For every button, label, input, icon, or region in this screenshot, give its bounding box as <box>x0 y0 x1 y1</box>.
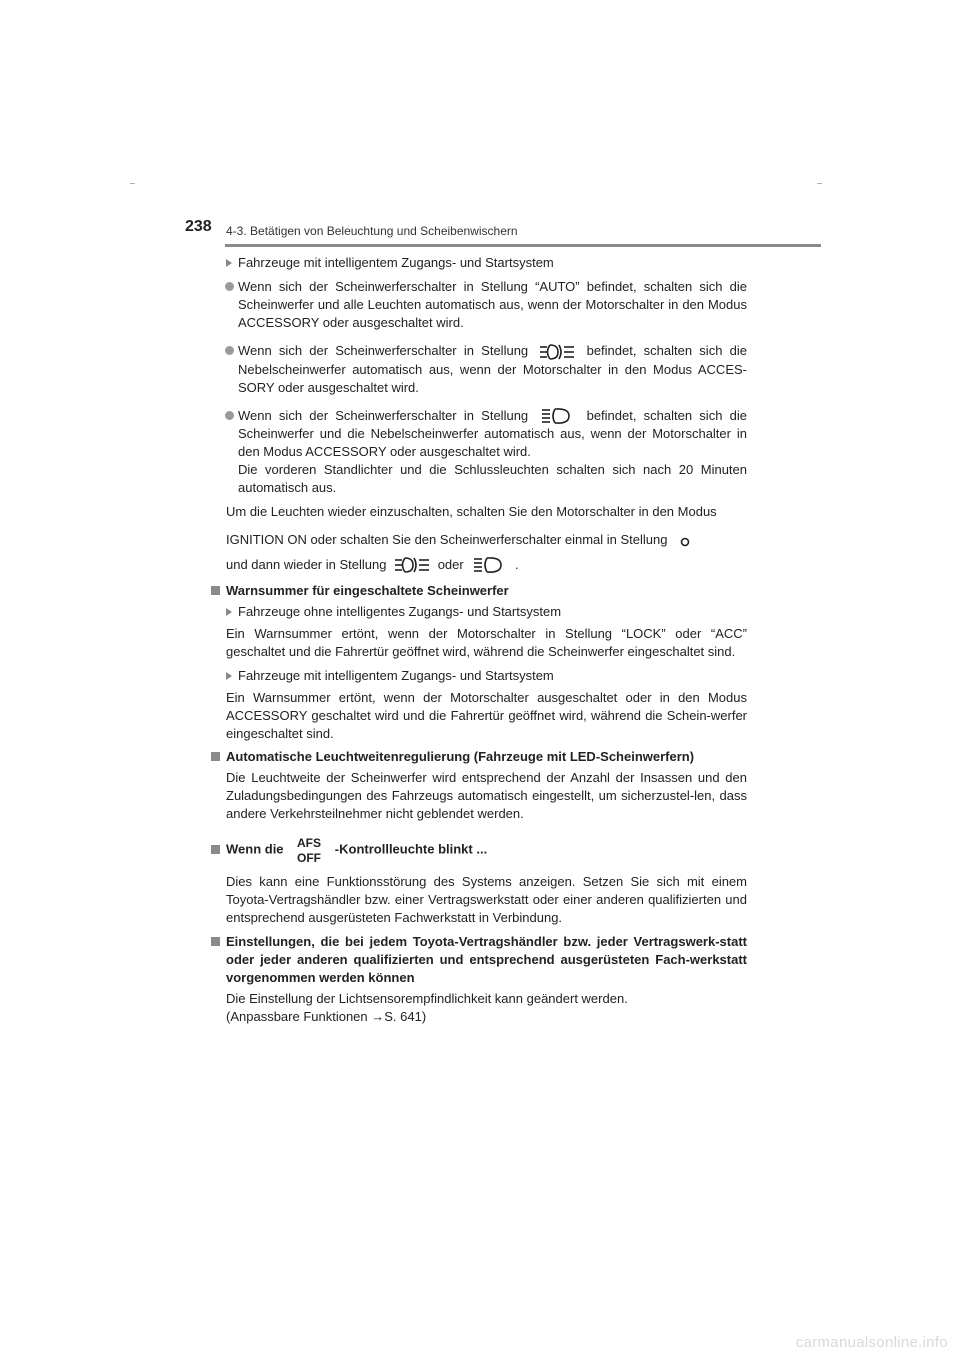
bullet-item: Wenn sich der Scheinwerferschalter in Stellung “AUTO” befindet, schalten sich die Scheinwerfer und alle Leuchten automatisch aus, wenn der Motorschalter in den Modus ACCESSORY oder ausgeschaltet wird. <box>210 278 747 332</box>
paragraph: Um die Leuchten wieder einzuschalten, schalten Sie den Motorschalter in den Modus IGNITION ON oder schalten Sie den Scheinwerferschalter einmal in Stellung und dann wieder in Stellung oder . <box>210 503 747 574</box>
headlight-icon <box>539 407 575 425</box>
paragraph: Die Einstellung der Lichtsensorempfindlichkeit kann geändert werden. (Anpassbare Funktionen →S. 641) <box>226 991 628 1025</box>
crop-mark-left <box>130 183 135 184</box>
triangle-bullet-icon <box>226 672 232 680</box>
off-position-icon <box>675 532 695 550</box>
section-title: 4-3. Betätigen von Beleuchtung und Scheibenwischern <box>226 224 518 238</box>
watermark: carmanualsonline.info <box>795 1334 948 1351</box>
condition-line: Fahrzeuge ohne intelligentes Zugangs- und Startsystem <box>210 603 747 621</box>
section-heading: Automatische Leuchtweitenregulierung (Fahrzeuge mit LED-Scheinwerfern) <box>210 748 747 766</box>
condition-line: Fahrzeuge mit intelligentem Zugangs- und Startsystem <box>210 254 747 272</box>
circle-bullet-icon <box>225 411 234 420</box>
circle-bullet-icon <box>225 282 234 291</box>
page-content <box>210 254 747 1026</box>
svg-text:AFS: AFS <box>297 836 322 851</box>
paragraph: Ein Warnsummer ertönt, wenn der Motorschalter ausgeschaltet oder in den Modus ACCESSORY geschaltet wird und die Fahrertür geöffnet wird, während die Schein-werfer eingeschaltet sind. <box>226 690 747 742</box>
fog-light-icon <box>539 343 575 361</box>
section-heading: Einstellungen, die bei jedem Toyota-Vertragshändler bzw. jeder Vertragswerk-statt oder jeder anderen qualifizierten und entsprechend ausgerüsteten Fach-werkstatt vorgenommen werden können <box>210 933 747 987</box>
crop-mark-right <box>817 183 822 184</box>
circle-bullet-icon <box>225 346 234 355</box>
fog-light-icon <box>394 556 430 574</box>
square-bullet-icon <box>211 586 220 595</box>
triangle-bullet-icon <box>226 608 232 616</box>
headlight-icon <box>471 556 507 574</box>
square-bullet-icon <box>211 752 220 761</box>
section-heading: Warnsummer für eingeschaltete Scheinwerfer <box>210 582 747 600</box>
header-rule <box>225 244 821 247</box>
triangle-bullet-icon <box>226 259 232 267</box>
page-number: 238 <box>185 218 212 235</box>
paragraph: Dies kann eine Funktionsstörung des Systems anzeigen. Setzen Sie sich mit einem Toyota-Vertragshändler bzw. einer Vertragswerkstatt oder einer anderen qualifizierten und entsprechend ausgerüsteten Fachwerkstatt in Verbindung. <box>226 874 747 926</box>
section-heading: Wenn die AFS OFF -Kontrollleuchte blinkt ... <box>210 835 747 865</box>
square-bullet-icon <box>211 937 220 946</box>
paragraph: Ein Warnsummer ertönt, wenn der Motorschalter in Stellung “LOCK” oder “ACC” geschaltet und die Fahrertür geöffnet wird, während die Scheinwerfer eingeschaltet sind. <box>226 626 747 660</box>
svg-text:OFF: OFF <box>297 851 322 866</box>
bullet-item: Wenn sich der Scheinwerferschalter in Stellung befindet, schalten sich die Scheinwerfer und die Nebelscheinwerfer automatisch aus, wenn der Motorschalter in den Modus ACCESSORY oder ausgeschaltet wird. Die vorderen Standlichter und die Schlussleuchten schalten sich nach 20 Minuten automatisch aus. <box>210 407 747 498</box>
bullet-item: Wenn sich der Scheinwerferschalter in Stellung befindet, schalten sich die Nebelscheinwerfer automatisch aus, wenn der Motorschalter in den Modus ACCES-SORY oder ausgeschaltet wird. <box>210 342 747 397</box>
afs-off-icon <box>291 835 327 865</box>
page-header <box>185 218 821 246</box>
condition-line: Fahrzeuge mit intelligentem Zugangs- und Startsystem <box>210 667 747 685</box>
paragraph: Die Leuchtweite der Scheinwerfer wird entsprechend der Anzahl der Insassen und den Zuladungsbedingungen des Fahrzeugs automatisch eingestellt, um sicherzustel-len, dass andere Verkehrsteilnehmer nicht geblendet werden. <box>226 770 747 822</box>
square-bullet-icon <box>211 845 220 854</box>
